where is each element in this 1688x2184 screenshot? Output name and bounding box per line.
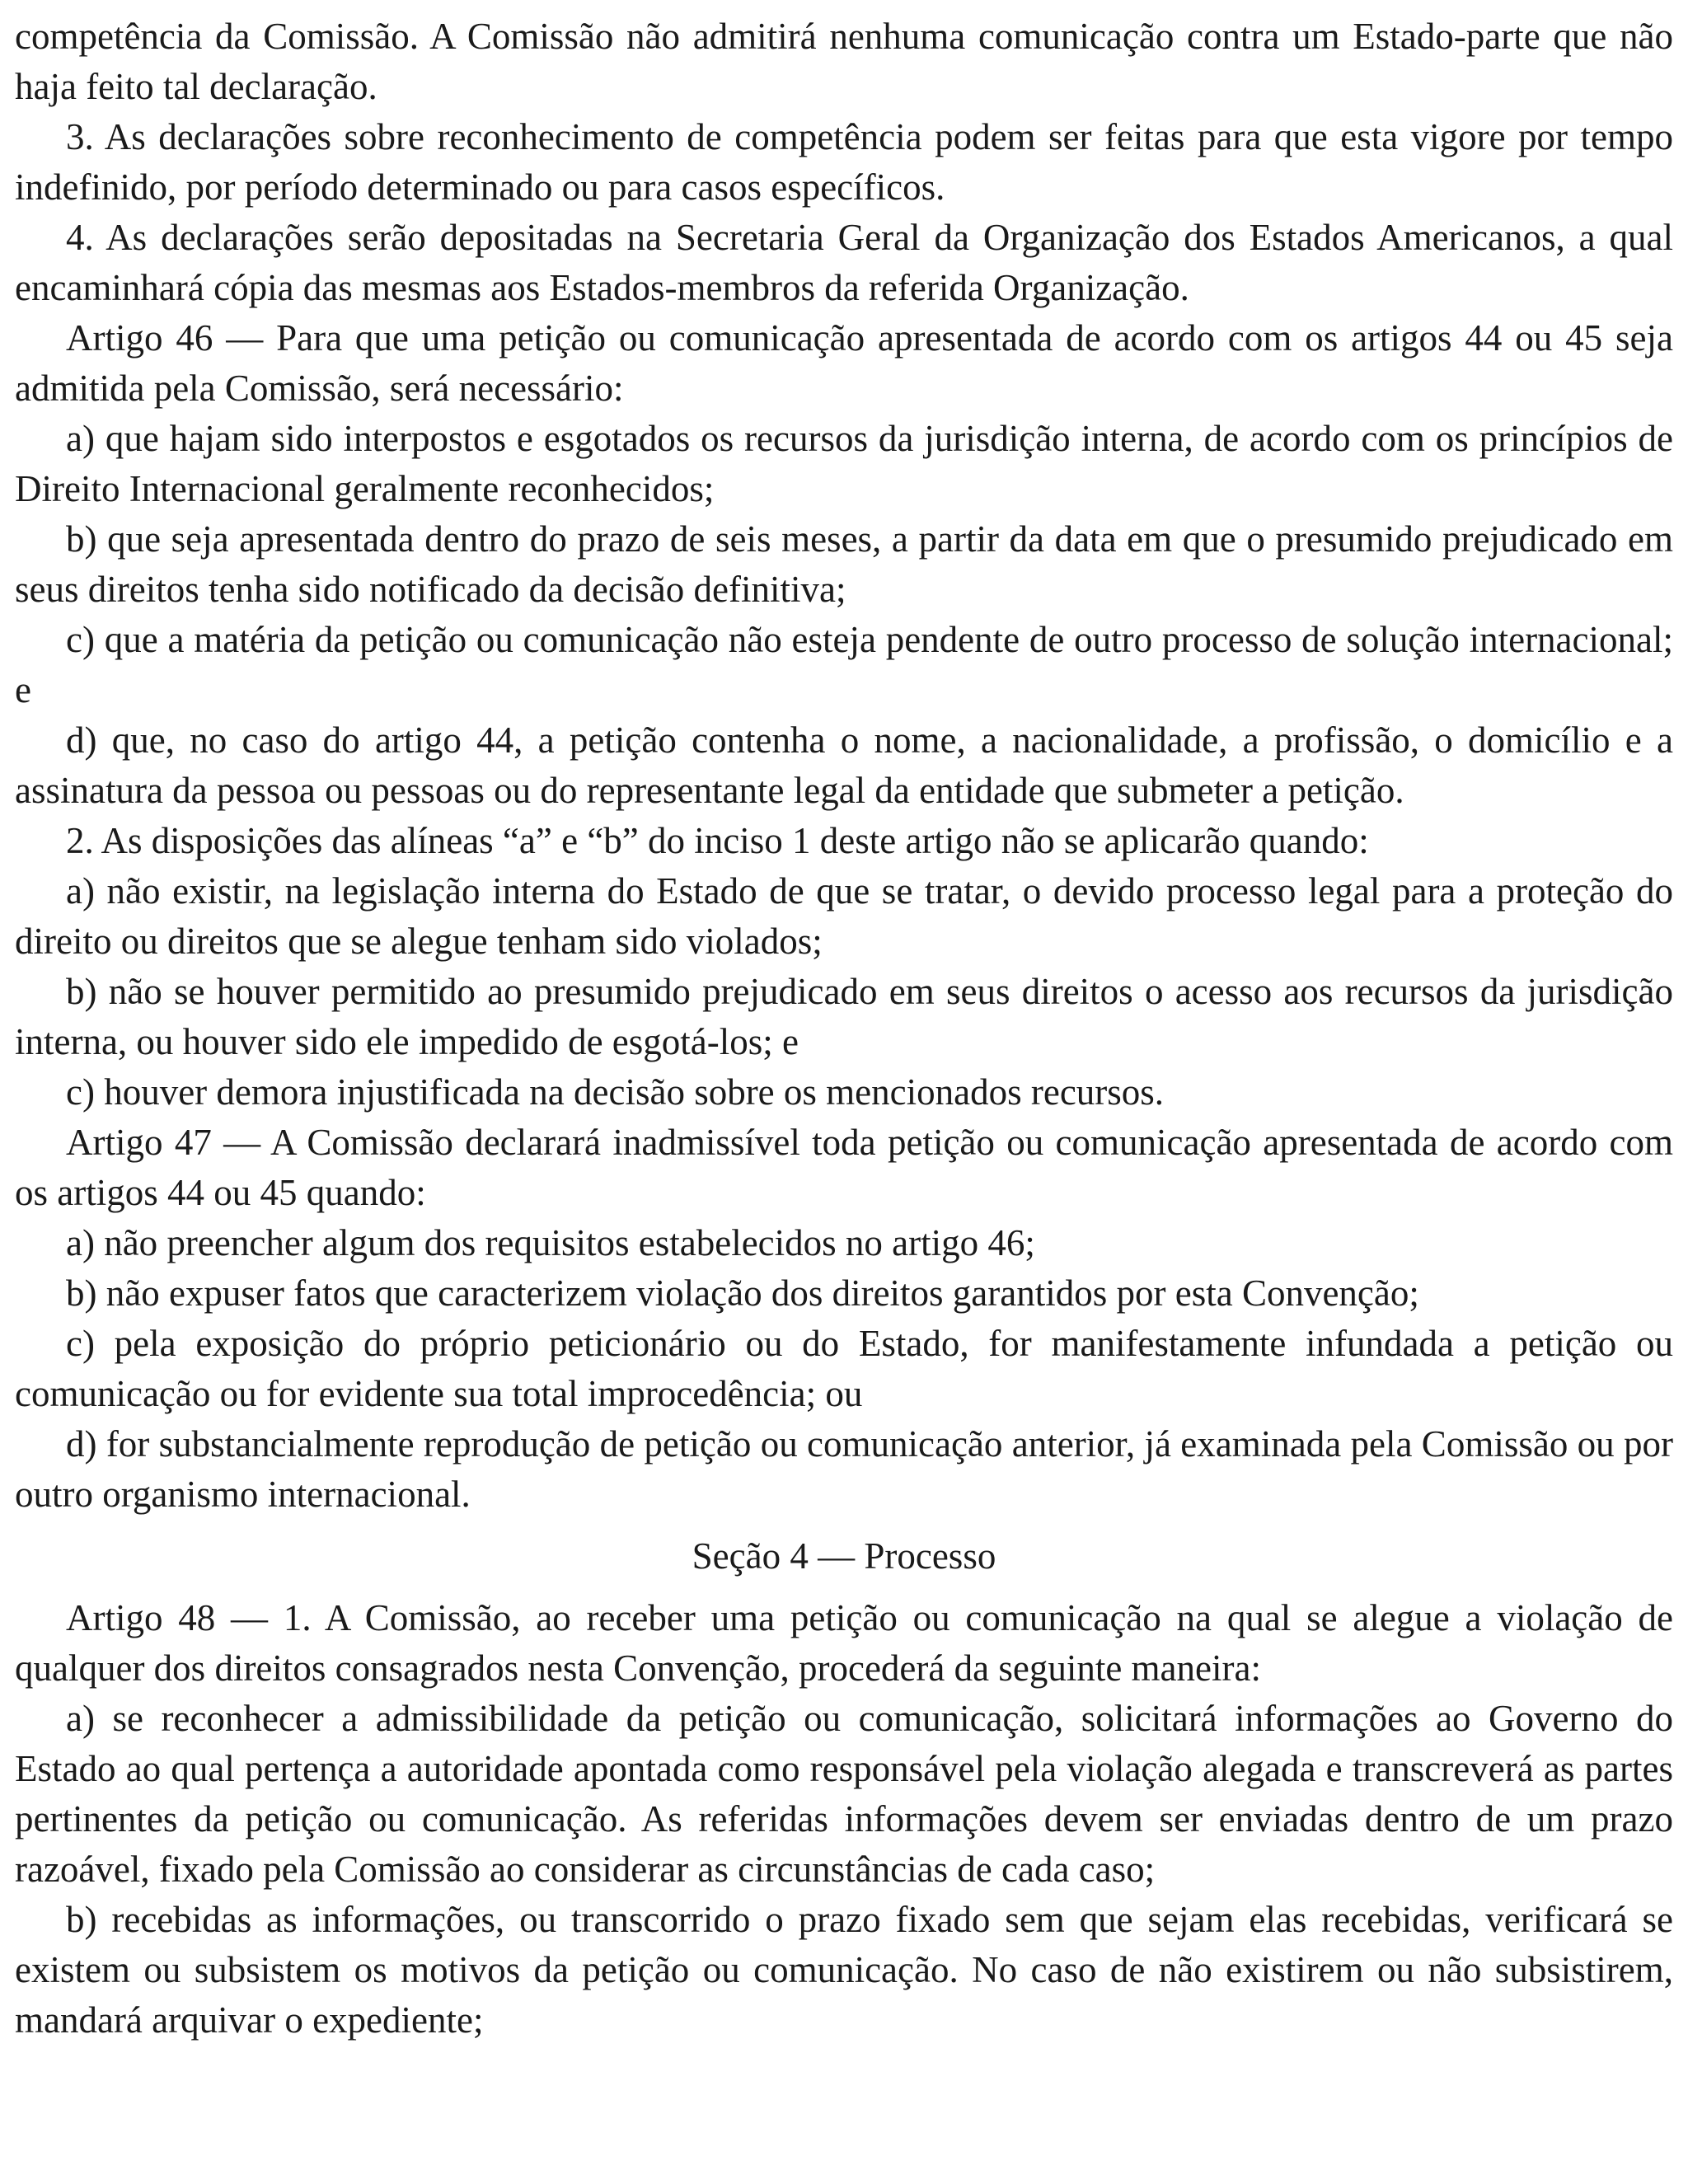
paragraph: b) recebidas as informações, ou transcorrido o prazo fixado sem que sejam elas recebidas, verificará se existem ou subsistem os motivos da petição ou comunicação. No caso de não existirem ou não subsistirem, mandará arquivar o expediente; [15,1899,1673,2041]
paragraph: 4. As declarações serão depositadas na Secretaria Geral da Organização dos Estados Americanos, a qual encaminhará cópia das mesmas aos Estados-membros da referida Organização. [15,217,1673,308]
section-heading: Seção 4 — Processo [692,1535,996,1577]
paragraph: c) pela exposição do próprio peticionário ou do Estado, for manifestamente infundada a petição ou comunicação ou for evidente sua total improcedência; ou [15,1323,1673,1414]
paragraph: a) que hajam sido interpostos e esgotados os recursos da jurisdição interna, de acordo com os princípios de Direito Internacional geralmente reconhecidos; [15,418,1673,509]
paragraph: 3. As declarações sobre reconhecimento de competência podem ser feitas para que esta vigore por tempo indefinido, por período determinado ou para casos específicos. [15,116,1673,208]
paragraph: 2. As disposições das alíneas “a” e “b” do inciso 1 deste artigo não se aplicarão quando: [66,820,1369,861]
paragraph: c) que a matéria da petição ou comunicação não esteja pendente de outro processo de solução internacional; e [15,619,1673,710]
paragraph: a) não preencher algum dos requisitos estabelecidos no artigo 46; [66,1222,1035,1263]
paragraph: d) for substancialmente reprodução de petição ou comunicação anterior, já examinada pela Comissão ou por outro organismo internacional. [15,1423,1673,1515]
paragraph: b) não se houver permitido ao presumido prejudicado em seus direitos o acesso aos recursos da jurisdição interna, ou houver sido ele impedido de esgotá-los; e [15,971,1673,1062]
paragraph: b) não expuser fatos que caracterizem violação dos direitos garantidos por esta Convenção; [66,1272,1419,1314]
text-block-after-section [15,1593,1673,2046]
paragraph: a) não existir, na legislação interna do Estado de que se tratar, o devido processo legal para a proteção do direito ou direitos que se alegue tenham sido violados; [15,870,1673,962]
paragraph: a) se reconhecer a admissibilidade da petição ou comunicação, solicitará informações ao Governo do Estado ao qual pertença a autoridade apontada como responsável pela violação alegada e transcreverá as partes pertinentes da petição ou comunicação. As referidas informações devem ser enviadas dentro de um prazo razoável, fixado pela Comissão ao considerar as circunstâncias de cada caso; [15,1698,1673,1890]
text-block-before-section [15,12,1673,1520]
paragraph: Artigo 47 — A Comissão declarará inadmissível toda petição ou comunicação apresentada de acordo com os artigos 44 ou 45 quando: [15,1122,1673,1213]
paragraph: competência da Comissão. A Comissão não admitirá nenhuma comunicação contra um Estado-parte que não haja feito tal declaração. [15,16,1673,107]
paragraph: d) que, no caso do artigo 44, a petição contenha o nome, a nacionalidade, a profissão, o domicílio e a assinatura da pessoa ou pessoas ou do representante legal da entidade que submeter a petição. [15,719,1673,811]
paragraph: Artigo 48 — 1. A Comissão, ao receber uma petição ou comunicação na qual se alegue a violação de qualquer dos direitos consagrados nesta Convenção, procederá da seguinte maneira: [15,1597,1673,1689]
paragraph: Artigo 46 — Para que uma petição ou comunicação apresentada de acordo com os artigos 44 ou 45 seja admitida pela Comissão, será necessário: [15,317,1673,409]
paragraph: b) que seja apresentada dentro do prazo de seis meses, a partir da data em que o presumido prejudicado em seus direitos tenha sido notificado da decisão definitiva; [15,518,1673,610]
paragraph: c) houver demora injustificada na decisão sobre os mencionados recursos. [66,1071,1165,1113]
